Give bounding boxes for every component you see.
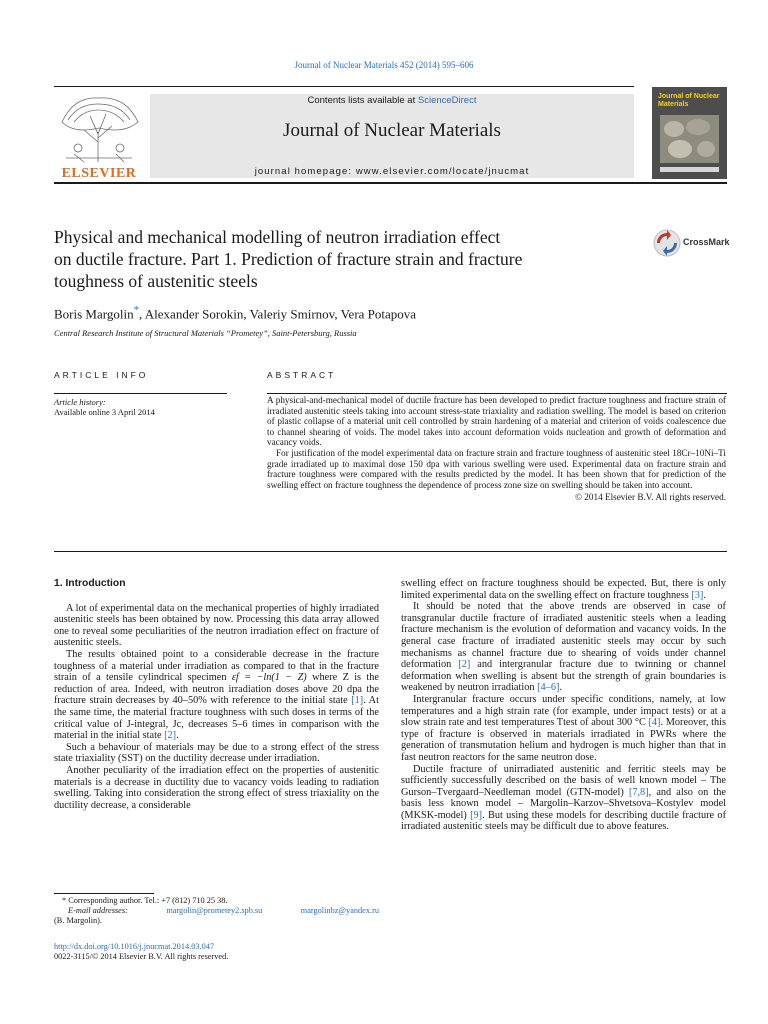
article-info-rule (54, 393, 227, 394)
intro-paragraph-2 (54, 649, 379, 742)
intro-p2-text-d: . (176, 730, 179, 742)
author-others: , Alexander Sorokin, Valeriy Smirnov, Vera Potapova (139, 306, 417, 322)
affiliation: Central Research Institute of Structural Materials “Prometey”, Saint-Petersburg, Russia (54, 328, 357, 338)
elsevier-tree-icon (54, 92, 144, 164)
right-p4-text-c: . But using these models for describing ductile fracture of irradiated austenitic steels may be difficult due to above features. (401, 809, 726, 833)
reference-link-7-8[interactable]: [7,8] (628, 786, 649, 798)
section-heading-introduction: 1. Introduction (54, 578, 126, 589)
corresponding-author-mark[interactable]: * (133, 304, 139, 316)
sciencedirect-link[interactable]: ScienceDirect (417, 95, 477, 106)
reference-link-4-6[interactable]: [4–6] (537, 682, 560, 694)
email-link-2[interactable]: margolinbz@yandex.ru (300, 906, 379, 916)
contents-line (150, 95, 634, 106)
email-link-1[interactable]: margolin@prometey2.spb.su (166, 906, 263, 916)
corresponding-author-footnote: * Corresponding author. Tel.: +7 (812) 710 25 38. (62, 896, 228, 905)
paper-title (54, 226, 614, 292)
right-p2-text-a: It should be noted that the above trends are observed in case of transgranular ductile fracture of irradiated austenitic steels when a leading fracture mechanism is the evolution of deformation and vacancy voids. In the general case fracture of irradiated austenitic steels may occur by such mechanisms as channel fracture due to shearing of voids under channel deformation (401, 601, 726, 671)
abstract-paragraph-1: A physical-and-mechanical model of ductile fracture has been developed to predict fracture toughness and fracture strain of irradiated austenitic steels taking into account stress-state triaxiality and radiation swelling. The model is based on criterion of plastic collapse of a material unit cell controlled by strain hardening of a material and criterion of voids coalescence due to channel shearing of voids. The model takes into account deformation voids nucleation and growth of deformation and vacancy voids. (267, 395, 726, 448)
right-p4-text-a: Ductile fracture of unirradiated austenitic and ferritic steels may be sufficiently successfully described on the basis of well known model – The Gurson–Tvergaard–Needleman model (GTN-model) (401, 763, 726, 798)
right-p4-text-b: , and also on the basis less known model – Margolin–Karzov–Shvetsova–Kostylev model (MKSK-model) (401, 786, 726, 821)
author-corresponding: Boris Margolin (54, 306, 134, 322)
right-p2-text-b: and intergranular fracture due to twinning or channel deformation when swelling is absent but the strength of grain boundaries is weakened by neutron irradiation (401, 659, 726, 694)
footnote-rule (54, 893, 154, 894)
intro-p2-text-a: The results obtained point to a considerable decrease in the fracture toughness of a material under irradiation as compared to that in the fracture strain of a tensile cylindrical specimen (54, 648, 379, 684)
article-history-label: Article history: (54, 397, 106, 407)
journal-cover-thumbnail[interactable] (652, 87, 727, 179)
elsevier-wordmark: ELSEVIER (61, 166, 137, 181)
cover-image (660, 115, 719, 163)
crossmark-icon (653, 229, 681, 257)
cover-footer (660, 167, 719, 172)
abstract-body (267, 395, 726, 503)
paper-title-line-3: toughness of austenitic steels (54, 271, 258, 291)
email-footnote (54, 906, 379, 916)
right-p3-text-a: Intergranular fracture occurs under specific conditions, namely, at low temperatures and a high strain rate (for example, under impact tests) or at a slow strain rate and test temperatures Ttest of about 300 °C (401, 693, 726, 729)
crossmark-label: CrossMark (683, 237, 730, 247)
body-divider-rule (54, 551, 727, 552)
reference-link-3[interactable]: [3] (691, 589, 704, 601)
paper-title-line-2: on ductile fracture. Part 1. Prediction of fracture strain and fracture (54, 249, 523, 269)
intro-p2-text-b: where Z is the reduction of area. Indeed, with neutron irradiation doses above 20 dpa the fracture strain decreases by 40–50% with reference to the initial state (54, 672, 379, 707)
header-top-rule (54, 86, 634, 87)
right-paragraph-3 (401, 694, 726, 764)
paper-title-line-1: Physical and mechanical modelling of neutron irradiation effect (54, 227, 501, 247)
reference-link-4[interactable]: [4] (648, 717, 661, 729)
fracture-strain-formula: εf = −ln(1 − Z) (231, 672, 307, 684)
contents-prefix: Contents lists available at (307, 95, 418, 106)
abstract-copyright: © 2014 Elsevier B.V. All rights reserved. (575, 492, 726, 503)
issn-copyright: 0022-3115/© 2014 Elsevier B.V. All rights reserved. (54, 952, 229, 962)
reference-link-9[interactable]: [9] (470, 809, 483, 821)
email-owner-name: (B. Margolin). (54, 916, 103, 926)
cover-title: Journal of Nuclear Materials (658, 93, 720, 108)
article-info-heading: ARTICLE INFO (54, 370, 149, 380)
right-column (401, 578, 726, 833)
right-paragraph-4 (401, 764, 726, 834)
reference-link-2[interactable]: [2] (164, 730, 177, 742)
right-paragraph-2 (401, 601, 726, 694)
abstract-paragraph-2: For justification of the model experimental data on fracture strain and fracture toughness of austenitic steel 18Cr–10Ni–Ti grade irradiated up to maximal dose 150 dpa with various swelling were used. Experimental data on fracture strain and fracture toughness were compared with the results predicted by the model. It has been shown that for prediction of the swelling effect on fracture toughness the dependence of process zone size on swelling should be taken into account. (267, 447, 726, 490)
header-bottom-rule (54, 182, 727, 184)
doi-link[interactable]: http://dx.doi.org/10.1016/j.jnucmat.2014.03.047 (54, 942, 215, 951)
right-p1-text-b: . (703, 589, 706, 601)
right-p3-text-b: . Moreover, this type of fracture is observed in materials irradiated in PWRs where the generation of transmutation helium and hydrogen is much higher than that in fast neutron reactors for the same neutron dose. (401, 717, 727, 763)
left-column (54, 578, 379, 811)
right-p2-text-c: . (559, 682, 562, 694)
email-label: E-mail addresses: (68, 906, 128, 916)
footnotes (54, 896, 379, 927)
article-history (54, 397, 155, 417)
abstract-rule (267, 393, 727, 394)
intro-p2-text-c: . At the same time, the material fracture toughness with such doses in terms of the critical value of J-integral, Jc, decreases 5–6 times in comparison with the material in the initial state (54, 695, 379, 742)
abstract-heading: ABSTRACT (267, 370, 337, 380)
elsevier-logo[interactable] (54, 92, 144, 180)
reference-link-2b[interactable]: [2] (458, 659, 471, 671)
intro-paragraph-3: Such a behaviour of materials may be due to a strong effect of the stress state triaxiality (SST) on the ductility decrease under irradiation. (54, 741, 379, 765)
author-list (54, 304, 654, 322)
reference-link-1[interactable]: [1] (351, 695, 364, 707)
journal-citation[interactable]: Journal of Nuclear Materials 452 (2014) 595–606 (294, 60, 474, 70)
available-online-date: Available online 3 April 2014 (54, 407, 155, 417)
journal-title: Journal of Nuclear Materials (283, 120, 501, 141)
right-paragraph-1 (401, 578, 726, 601)
intro-paragraph-4: Another peculiarity of the irradiation effect on the properties of austenitic materials is a decrease in ductility due to vacancy voids leading to radiation swelling. Taking into consideration the strong effect of stress triaxiality on the ductility decrease, a considerable (54, 764, 379, 811)
intro-paragraph-1: A lot of experimental data on the mechanical properties of highly irradiated austenitic steels has been obtained by now. Processing this data array allowed one to reveal some peculiarities of the neutron irradiation effect on fracture of austenitic steels. (54, 602, 379, 649)
doi-block (54, 942, 228, 962)
right-p1-text-a: swelling effect on fracture toughness should be expected. But, there is only limited experimental data on the swelling effect on fracture toughness (401, 578, 726, 601)
journal-homepage[interactable]: journal homepage: www.elsevier.com/locate/jnucmat (254, 166, 530, 177)
crossmark-badge[interactable] (653, 229, 733, 259)
